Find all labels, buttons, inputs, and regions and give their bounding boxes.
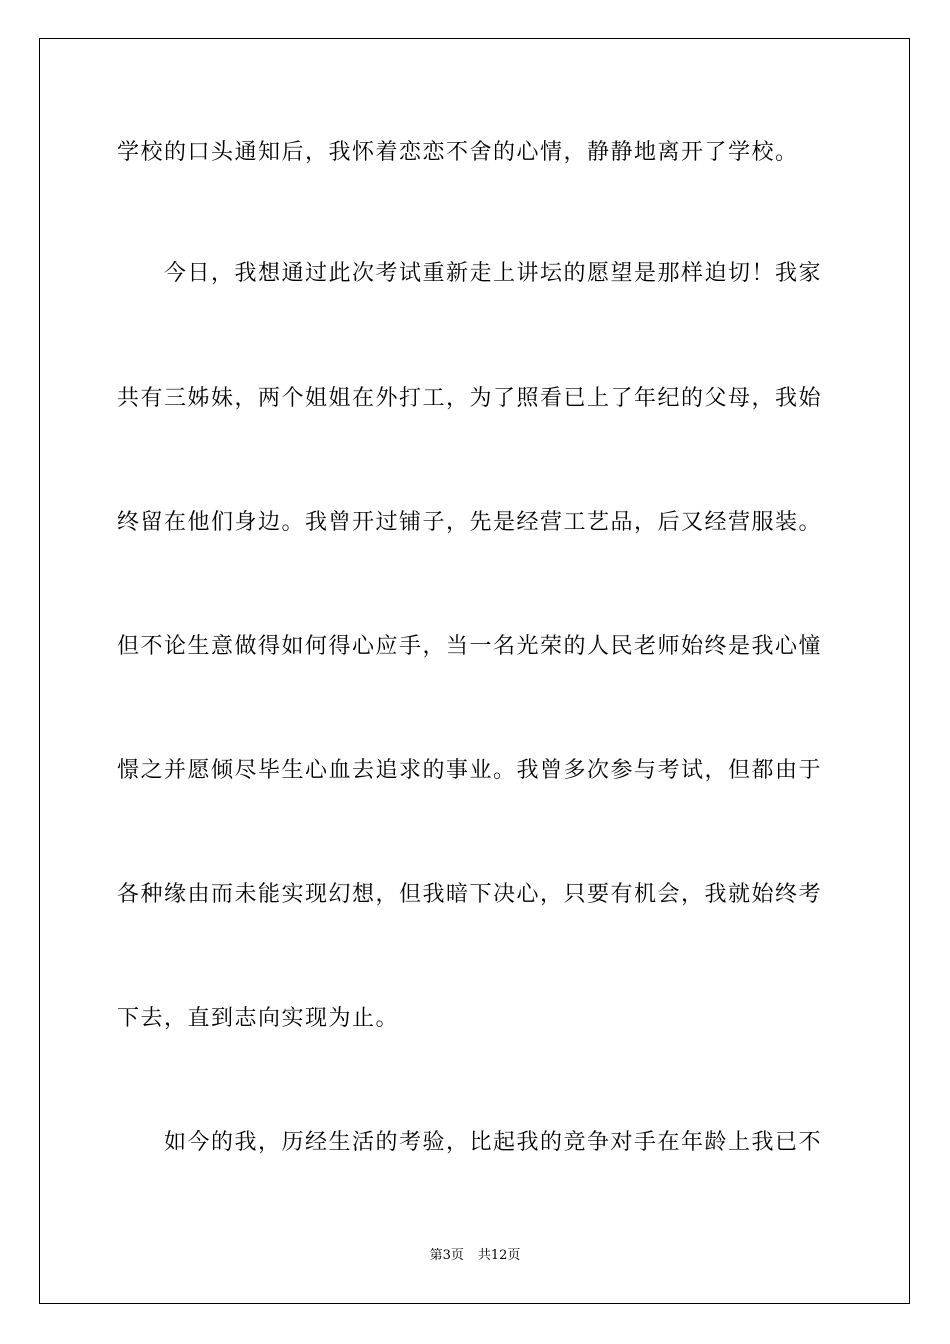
page-frame <box>39 38 910 1304</box>
body-line-1: 学校的口头通知后，我怀着恋恋不舍的心情，静静地离开了学校。 <box>117 140 799 165</box>
body-line-6: 憬之并愿倾尽毕生心血去追求的事业。我曾多次参与考试，但都由于 <box>117 758 823 783</box>
body-line-3: 共有三姊妹，两个姐姐在外打工，为了照看已上了年纪的父母，我始 <box>117 386 823 411</box>
body-line-9: 如今的我，历经生活的考验，比起我的竞争对手在年龄上我已不 <box>164 1130 823 1155</box>
body-line-2: 今日，我想通过此次考试重新走上讲坛的愿望是那样迫切！我家 <box>164 261 823 286</box>
body-line-8: 下去，直到志向实现为止。 <box>117 1006 400 1031</box>
page-total: 共12页 <box>477 1248 521 1263</box>
body-line-4: 终留在他们身边。我曾开过铺子，先是经营工艺品，后又经营服装。 <box>117 510 823 535</box>
page-number: 第3页 <box>429 1248 464 1263</box>
page-footer <box>0 1246 950 1266</box>
body-line-7: 各种缘由而未能实现幻想，但我暗下决心，只要有机会，我就始终考 <box>117 882 823 907</box>
body-line-5: 但不论生意做得如何得心应手，当一名光荣的人民老师始终是我心憧 <box>117 634 823 659</box>
